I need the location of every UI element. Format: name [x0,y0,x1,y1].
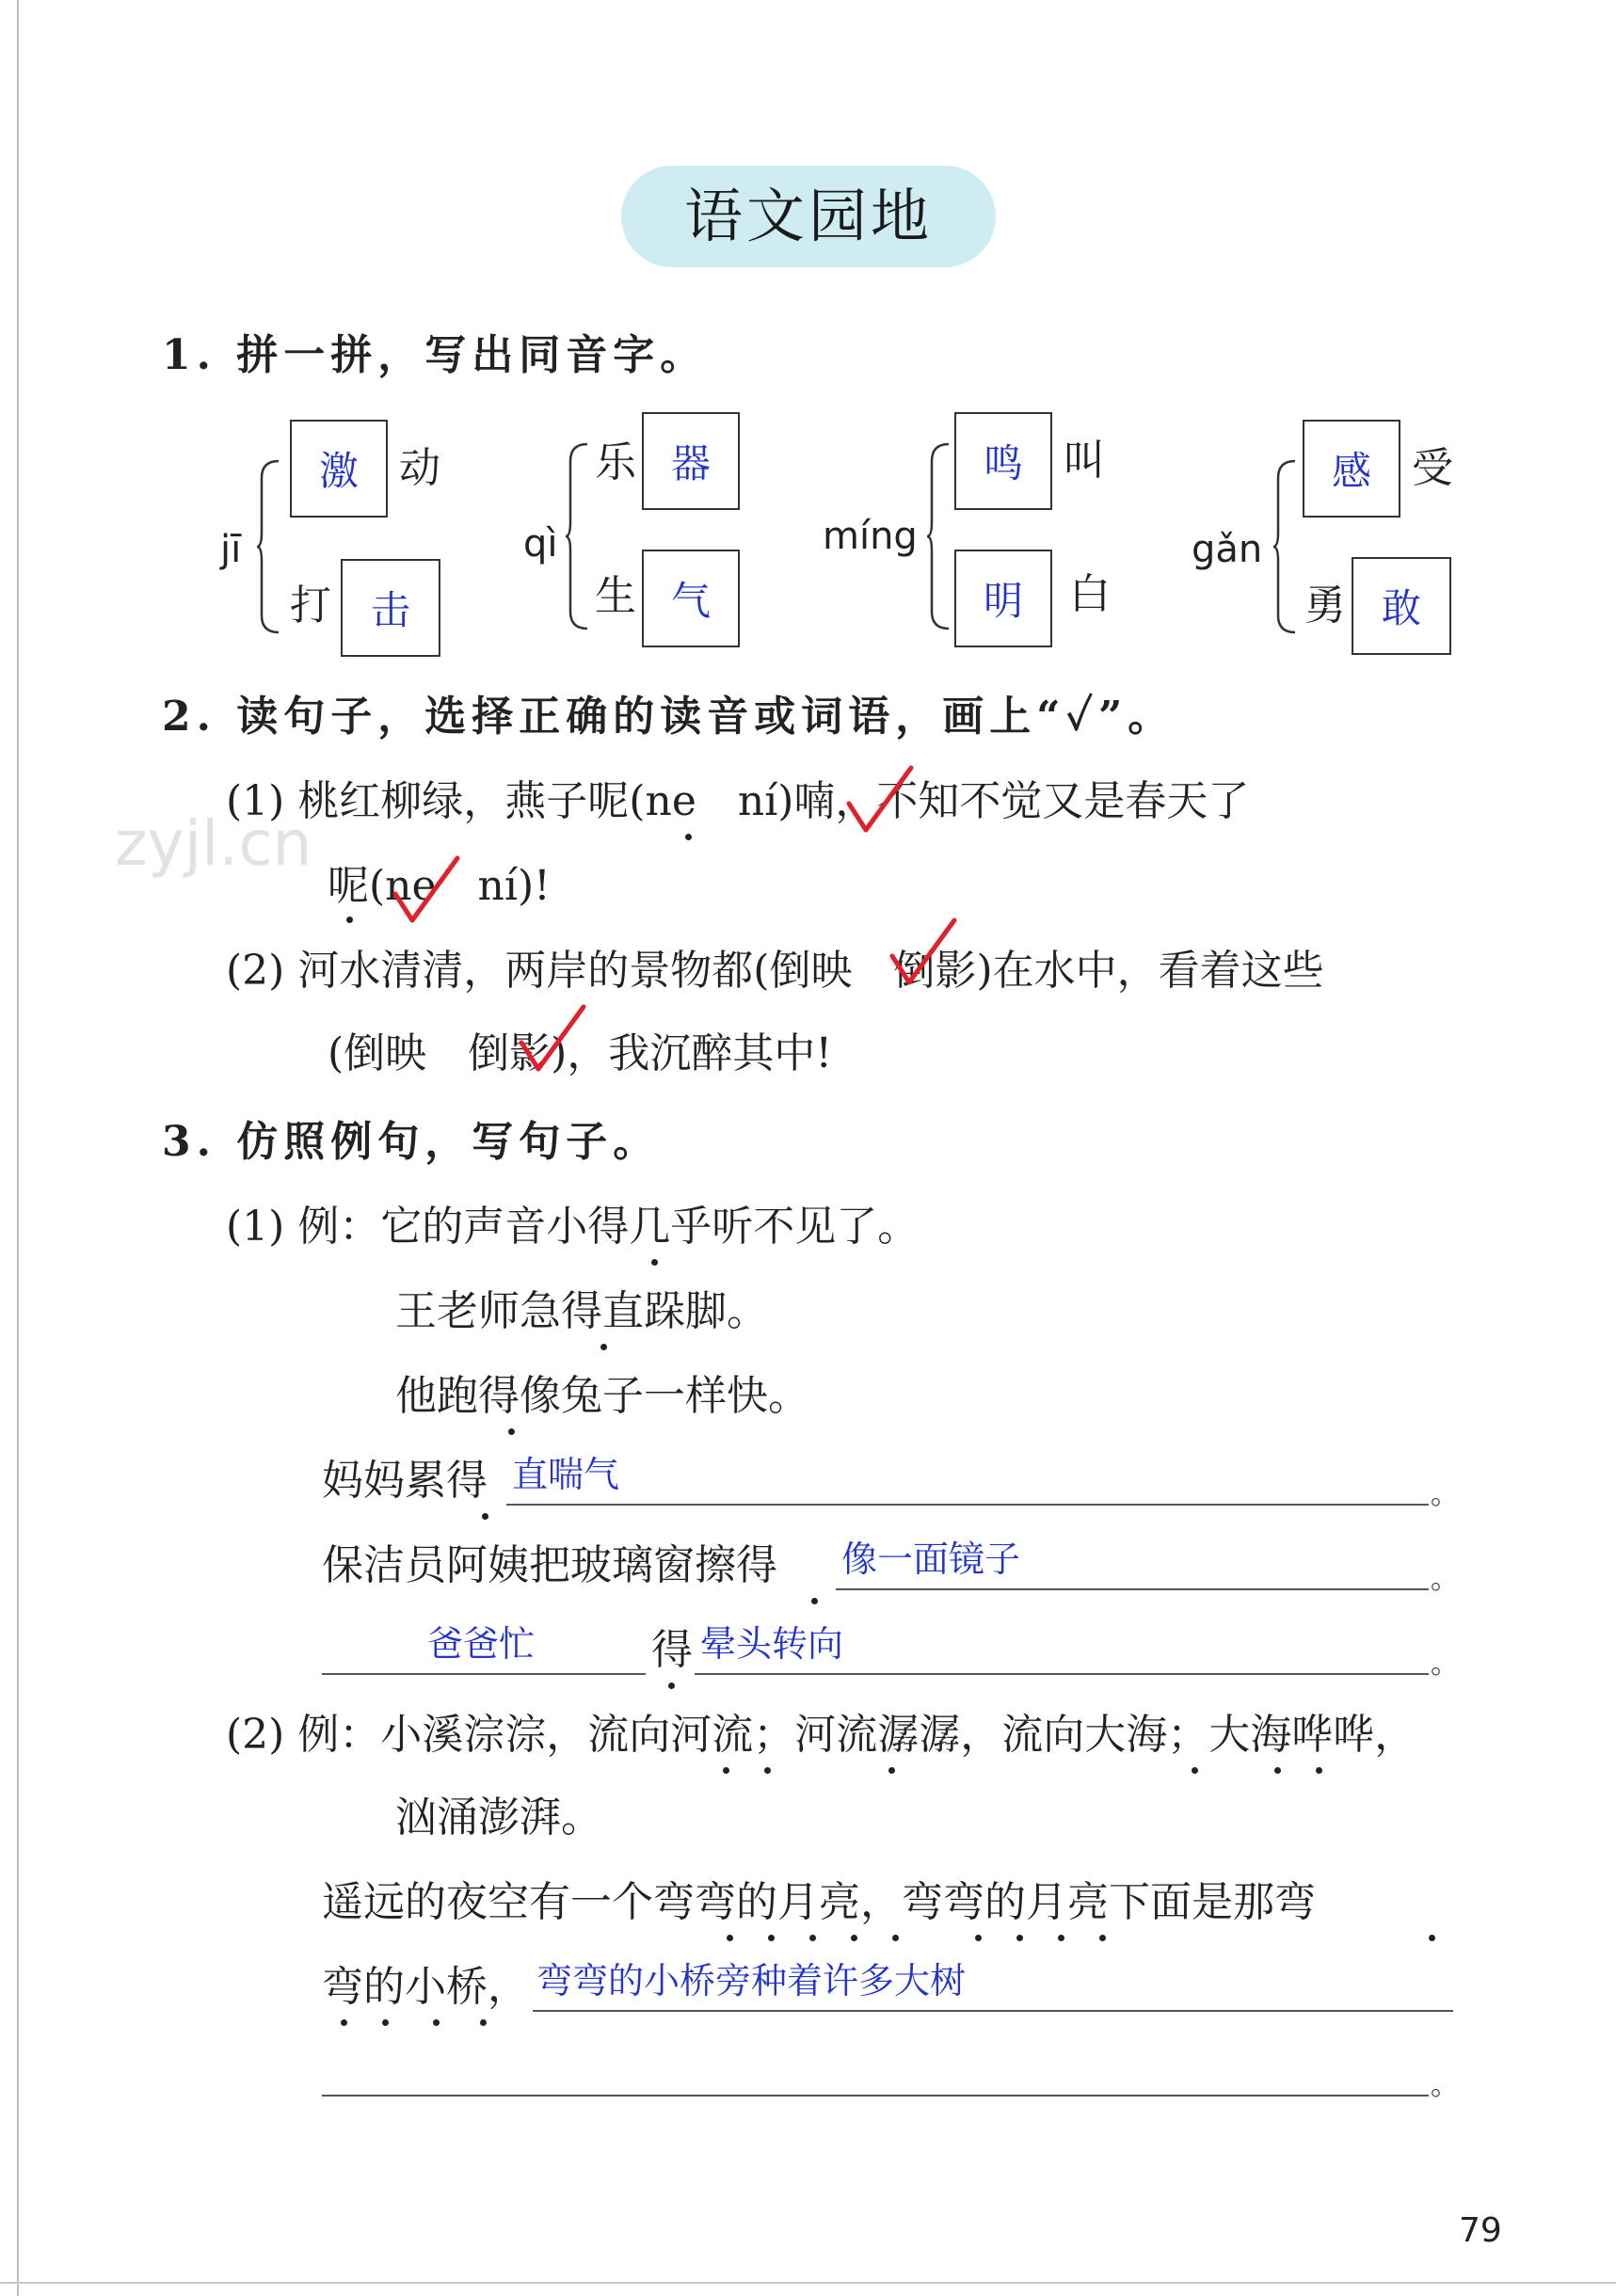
word-text: 叫 [1064,437,1105,485]
emphasis-dot [1274,1767,1281,1774]
brace-icon [256,459,280,634]
q2-sentence-2-line-2: (倒映 倒影)，我沉醉其中! [328,1029,833,1077]
pinyin-label: gǎn [1192,528,1263,571]
page-edge [17,0,19,2296]
emphasis-dot [809,1935,816,1941]
handwritten-answer: 晕头转向 [700,1623,844,1665]
emphasis-dot [600,1344,607,1350]
q3-part1-example-2: 王老师急得直跺脚。 [395,1287,768,1335]
answer-box[interactable]: 感 [1303,420,1400,518]
period-mark: 。 [1431,1478,1459,1511]
answer-box[interactable]: 明 [954,550,1052,647]
pinyin-label: qì [523,522,558,566]
emphasis-dot [888,1767,895,1774]
word-text: 白 [1069,570,1111,618]
emphasis-dot [1099,1935,1106,1941]
answer-line[interactable] [695,1673,1429,1675]
emphasis-dot [727,1935,733,1941]
handwritten-answer: 直喘气 [512,1454,620,1495]
emphasis-dot [685,834,692,840]
answer-box[interactable]: 激 [290,420,388,518]
emphasis-dot [1192,1767,1198,1774]
emphasis-dot [508,1428,515,1435]
answer-line[interactable] [322,2095,1429,2097]
q3-part2-line-1: 遥远的夜空有一个弯弯的月亮，弯弯的月亮下面是那弯 [322,1878,1316,1926]
brace-icon [1272,459,1297,634]
check-mark-icon [843,762,919,837]
emphasis-dot [811,1598,818,1604]
q3-part2-example-2: 汹涌澎湃。 [395,1794,602,1842]
pinyin-label: míng [823,515,918,558]
emphasis-dot [346,917,353,923]
word-text: 勇 [1304,582,1346,630]
emphasis-dot [382,2019,389,2026]
q2-sentence-2-line-1: (2) 河水清清，两岸的景物都(倒映 倒影)在水中，看着这些 [226,947,1324,995]
emphasis-dot [341,2019,347,2026]
emphasis-dot [764,1767,771,1774]
word-text: 生 [595,572,636,620]
emphasis-dot [1429,1935,1435,1941]
pinyin-label: jī [220,528,242,571]
emphasis-dot [1058,1935,1064,1941]
word-text: 动 [399,444,440,492]
q2-heading: 2. 读句子，选择正确的读音或词语，画上“✓”。 [162,693,1176,741]
brace-icon [926,442,951,630]
answer-line[interactable] [506,1504,1429,1506]
q3-prompt-c-de: 得 [651,1626,693,1674]
watermark: zyjl.cn [115,807,312,880]
check-mark-icon [516,1001,591,1076]
emphasis-dot [482,1513,488,1520]
emphasis-dot [651,1259,658,1266]
q3-prompt-b: 保洁员阿姨把玻璃窗擦得 [322,1541,777,1589]
handwritten-answer: 弯弯的小桥旁种着许多大树 [536,1960,967,2001]
check-mark-icon [390,853,465,928]
emphasis-dot [975,1935,982,1941]
emphasis-dot [668,1682,675,1689]
emphasis-dot [723,1767,729,1774]
handwritten-answer: 爸爸忙 [427,1623,536,1665]
emphasis-dot [851,1935,857,1941]
word-text: 乐 [595,438,636,486]
emphasis-dot [1316,1767,1322,1774]
answer-box[interactable]: 击 [341,559,440,657]
emphasis-dot [892,1935,899,1941]
answer-line[interactable] [533,2010,1453,2012]
handwritten-answer: 像一面镜子 [841,1539,1021,1580]
period-mark: 。 [1431,2069,1459,2102]
page-number: 79 [1459,2211,1502,2250]
period-mark: 。 [1431,1648,1459,1681]
answer-line[interactable] [836,1588,1429,1590]
emphasis-dot [768,1935,775,1941]
brace-icon [565,442,589,630]
word-text: 打 [290,582,331,630]
emphasis-dot [433,2019,440,2026]
q3-part1-example-3: 他跑得像兔子一样快。 [395,1372,809,1420]
page-title: 语文园地 [683,182,933,250]
answer-line[interactable] [322,1673,646,1675]
q2-sentence-1-line-1: (1) 桃红柳绿，燕子呢(ne ní)喃，不知不觉又是春天了 [226,777,1250,825]
answer-box[interactable]: 气 [642,550,740,647]
q3-part2-line-2: 弯的小桥， [322,1963,529,2011]
q3-heading: 3. 仿照例句，写句子。 [162,1118,661,1166]
emphasis-dot [480,2019,487,2026]
q3-prompt-a: 妈妈累得 [322,1457,488,1505]
q3-part1-example: (1) 例：它的声音小得几乎听不见了。 [226,1203,920,1251]
page-edge-bottom [0,2282,1616,2284]
q2-sentence-1-line-2: 呢(ne ní)! [328,862,551,910]
q3-part2-example: (2) 例：小溪淙淙，流向河流；河流潺潺，流向大海；大海哗哗， [226,1711,1416,1759]
q1-heading: 1. 拼一拼，写出同音字。 [162,331,708,379]
emphasis-dot [1016,1935,1023,1941]
period-mark: 。 [1431,1563,1459,1596]
answer-box[interactable]: 器 [642,412,740,510]
check-mark-icon [887,915,962,990]
word-text: 受 [1412,444,1453,492]
answer-box[interactable]: 敢 [1352,557,1451,655]
answer-box[interactable]: 鸣 [954,412,1052,510]
